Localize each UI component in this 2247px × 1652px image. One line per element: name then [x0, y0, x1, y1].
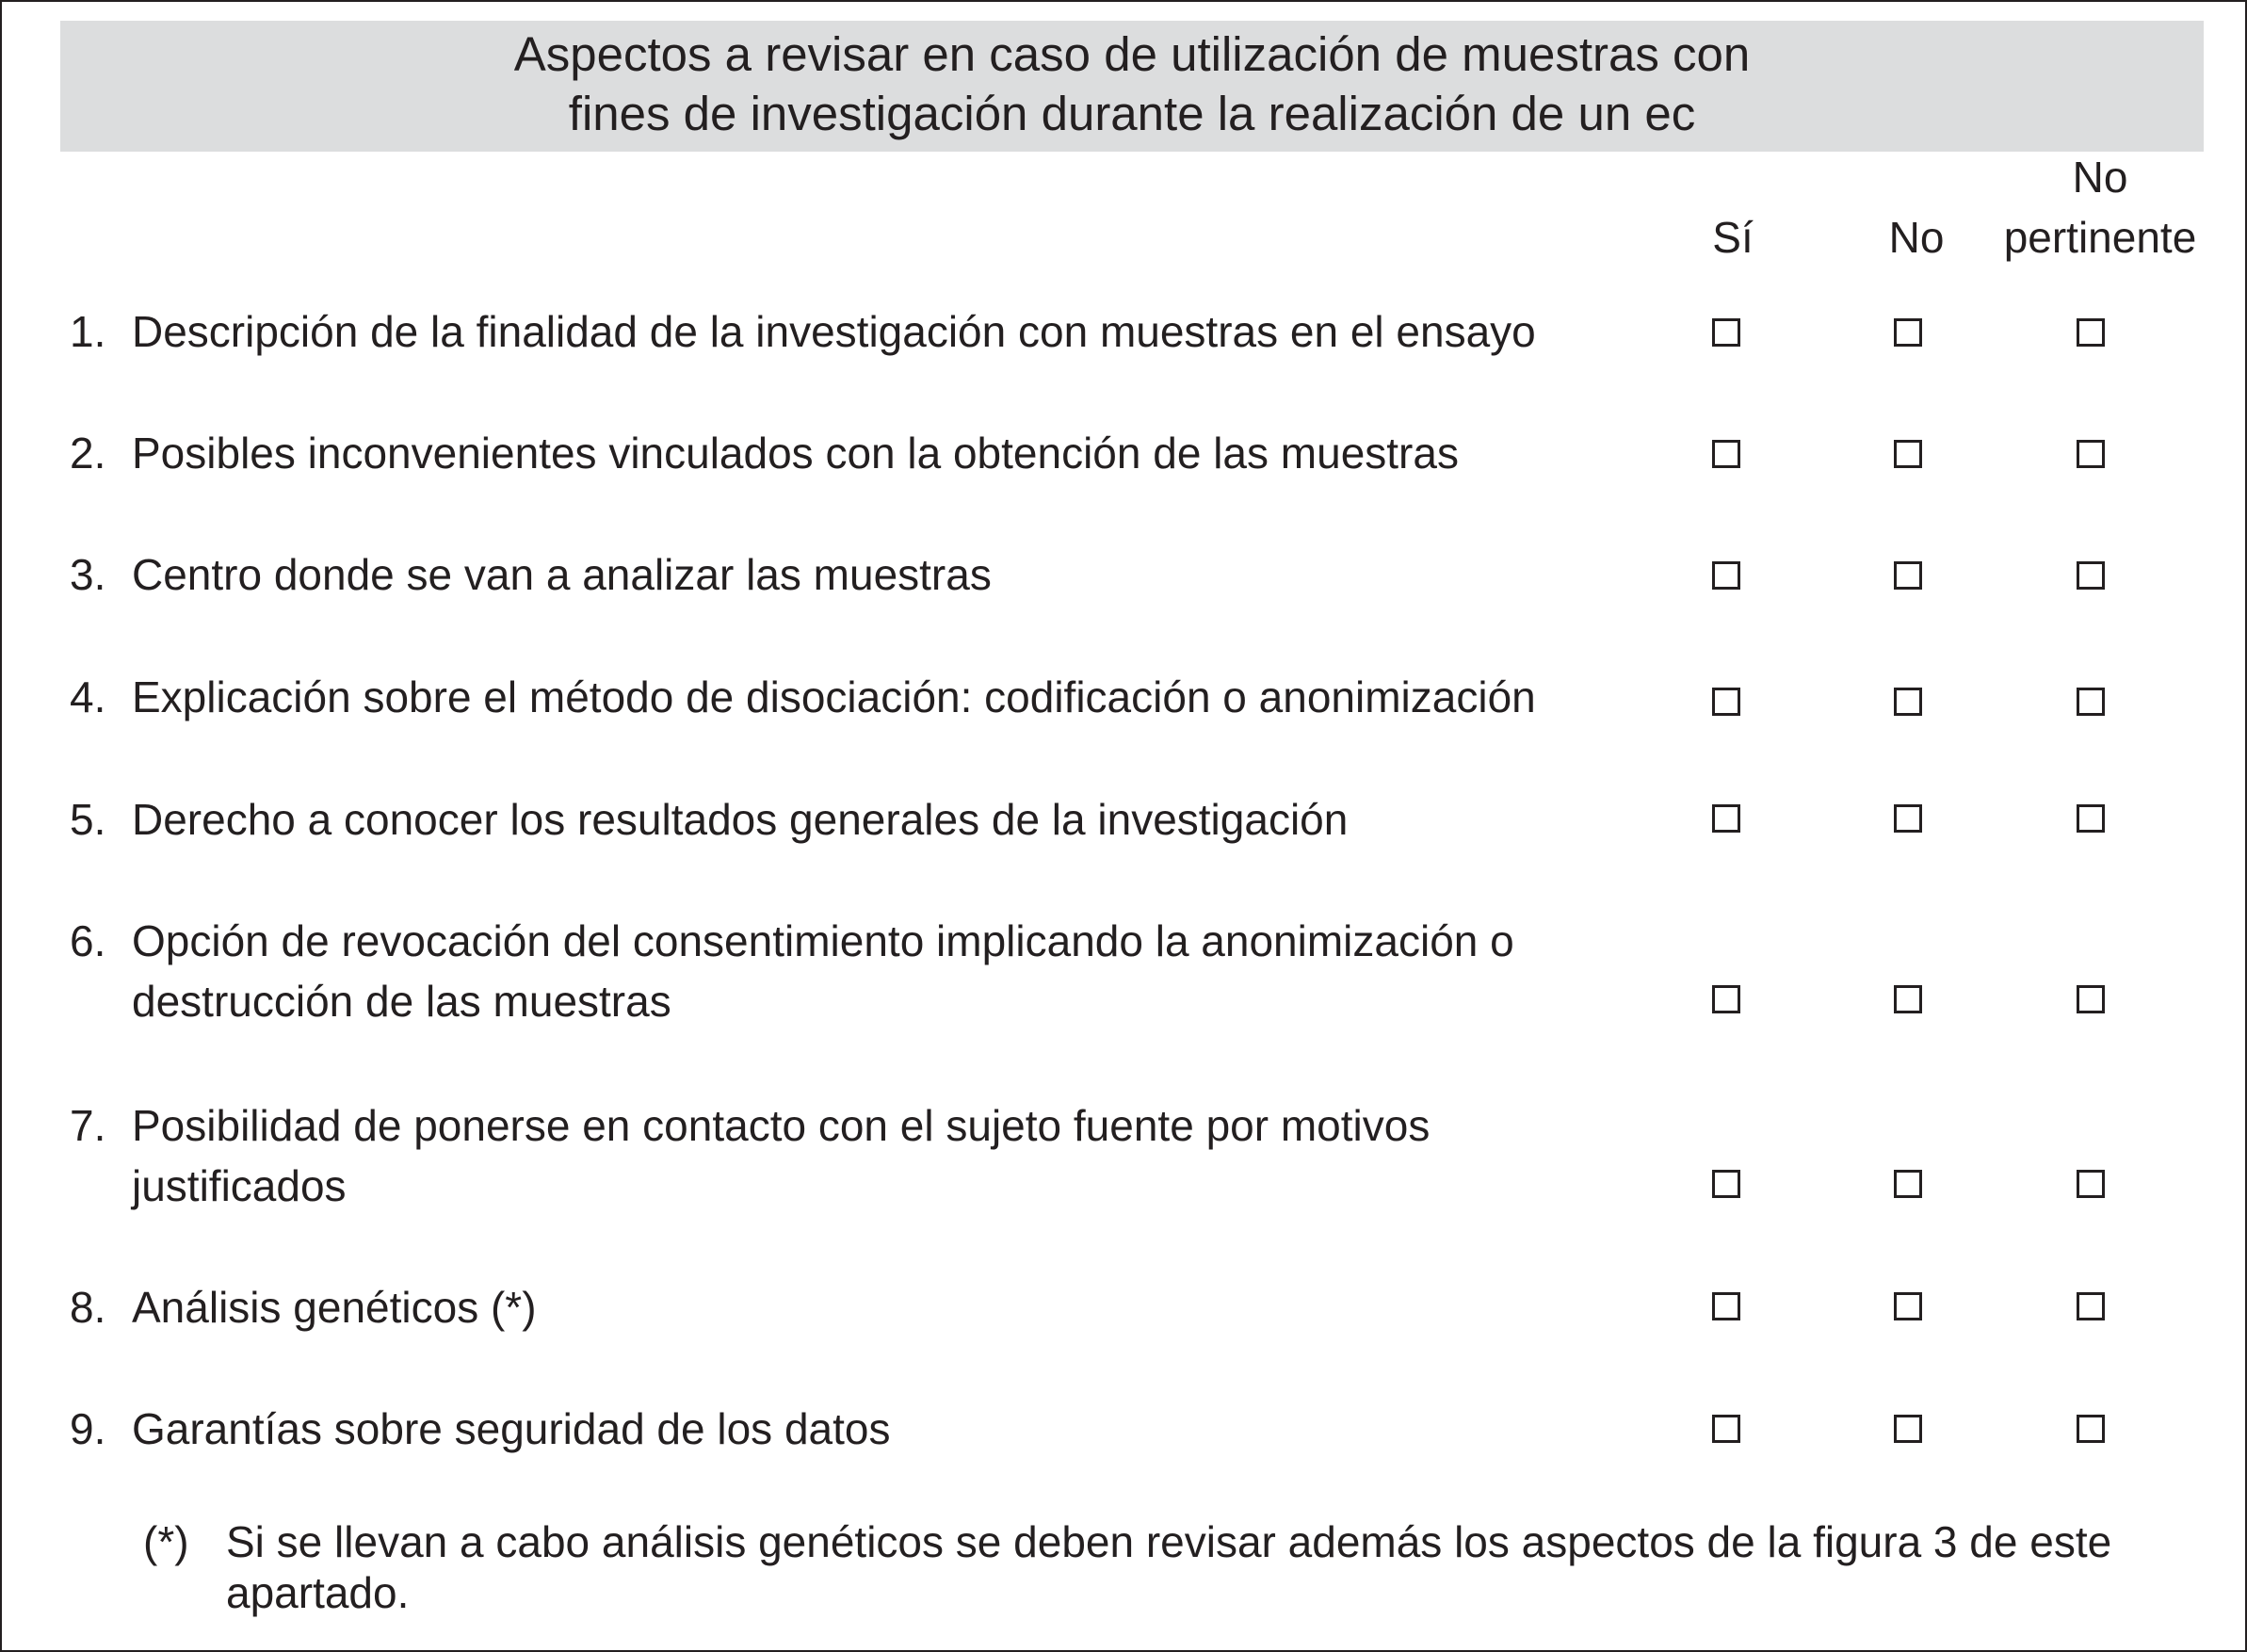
checkbox-si[interactable] [1712, 1170, 1740, 1198]
item-number: 2. [70, 429, 106, 478]
checkbox-no[interactable] [1894, 1170, 1922, 1198]
item-text: Posibilidad de ponerse en contacto con el sujeto fuente por motivos justificados [132, 1101, 1431, 1210]
item-text: Opción de revocación del consentimiento implicando la anonimización o destrucción de las muestras [132, 916, 1514, 1026]
checkbox-no-pertinente[interactable] [2077, 1170, 2105, 1198]
footnote-mark: (*) [143, 1517, 189, 1566]
checkbox-si[interactable] [1712, 1415, 1740, 1443]
column-header-np-line1: No [2072, 153, 2128, 202]
checkbox-no-pertinente[interactable] [2077, 688, 2105, 716]
column-header-no-pertinente [1978, 147, 2223, 267]
checkbox-no[interactable] [1894, 440, 1922, 468]
item-text: Posibles inconvenientes vinculados con la obtención de las muestras [132, 429, 1459, 478]
checkbox-no[interactable] [1894, 318, 1922, 347]
item-number: 9. [70, 1404, 106, 1453]
item-text: Derecho a conocer los resultados generales de la investigación [132, 795, 1349, 844]
title-line-2: fines de investigación durante la realización de un ec [568, 87, 1696, 140]
item-number: 4. [70, 672, 106, 721]
checkbox-no-pertinente[interactable] [2077, 1415, 2105, 1443]
item-number: 7. [70, 1101, 106, 1150]
item-number: 6. [70, 916, 106, 965]
checkbox-no[interactable] [1894, 985, 1922, 1013]
checkbox-si[interactable] [1712, 804, 1740, 833]
checkbox-si[interactable] [1712, 561, 1740, 590]
item-text: Centro donde se van a analizar las muestras [132, 550, 992, 599]
footnote [143, 1516, 2158, 1618]
checkbox-no[interactable] [1894, 561, 1922, 590]
checkbox-no[interactable] [1894, 1292, 1922, 1320]
item-text: Explicación sobre el método de disociación: codificación o anonimización [132, 672, 1536, 721]
item-text: Descripción de la finalidad de la investigación con muestras en el ensayo [132, 307, 1536, 356]
item-number: 8. [70, 1283, 106, 1332]
column-header-no: No [1888, 213, 1945, 262]
checkbox-no-pertinente[interactable] [2077, 561, 2105, 590]
checkbox-no-pertinente[interactable] [2077, 440, 2105, 468]
item-number: 1. [70, 307, 106, 356]
checkbox-si[interactable] [1712, 688, 1740, 716]
checkbox-no[interactable] [1894, 1415, 1922, 1443]
checkbox-si[interactable] [1712, 1292, 1740, 1320]
checkbox-no[interactable] [1894, 804, 1922, 833]
title-line-1: Aspectos a revisar en caso de utilización de muestras con [513, 27, 1751, 81]
column-header-np-line2: pertinente [2003, 213, 2197, 262]
footnote-text: Si se llevan a cabo análisis genéticos se deben revisar además los aspectos de la figura 3 de este apartado. [226, 1517, 2112, 1617]
checkbox-si[interactable] [1712, 318, 1740, 347]
checkbox-no-pertinente[interactable] [2077, 318, 2105, 347]
item-number: 5. [70, 795, 106, 844]
item-text: Análisis genéticos (*) [132, 1283, 537, 1332]
checkbox-no-pertinente[interactable] [2077, 804, 2105, 833]
column-header-si: Sí [1712, 213, 1754, 262]
item-number: 3. [70, 550, 106, 599]
checkbox-no[interactable] [1894, 688, 1922, 716]
page-title [60, 21, 2204, 152]
checkbox-si[interactable] [1712, 440, 1740, 468]
checkbox-no-pertinente[interactable] [2077, 1292, 2105, 1320]
checkbox-si[interactable] [1712, 985, 1740, 1013]
item-text: Garantías sobre seguridad de los datos [132, 1404, 891, 1453]
checkbox-no-pertinente[interactable] [2077, 985, 2105, 1013]
